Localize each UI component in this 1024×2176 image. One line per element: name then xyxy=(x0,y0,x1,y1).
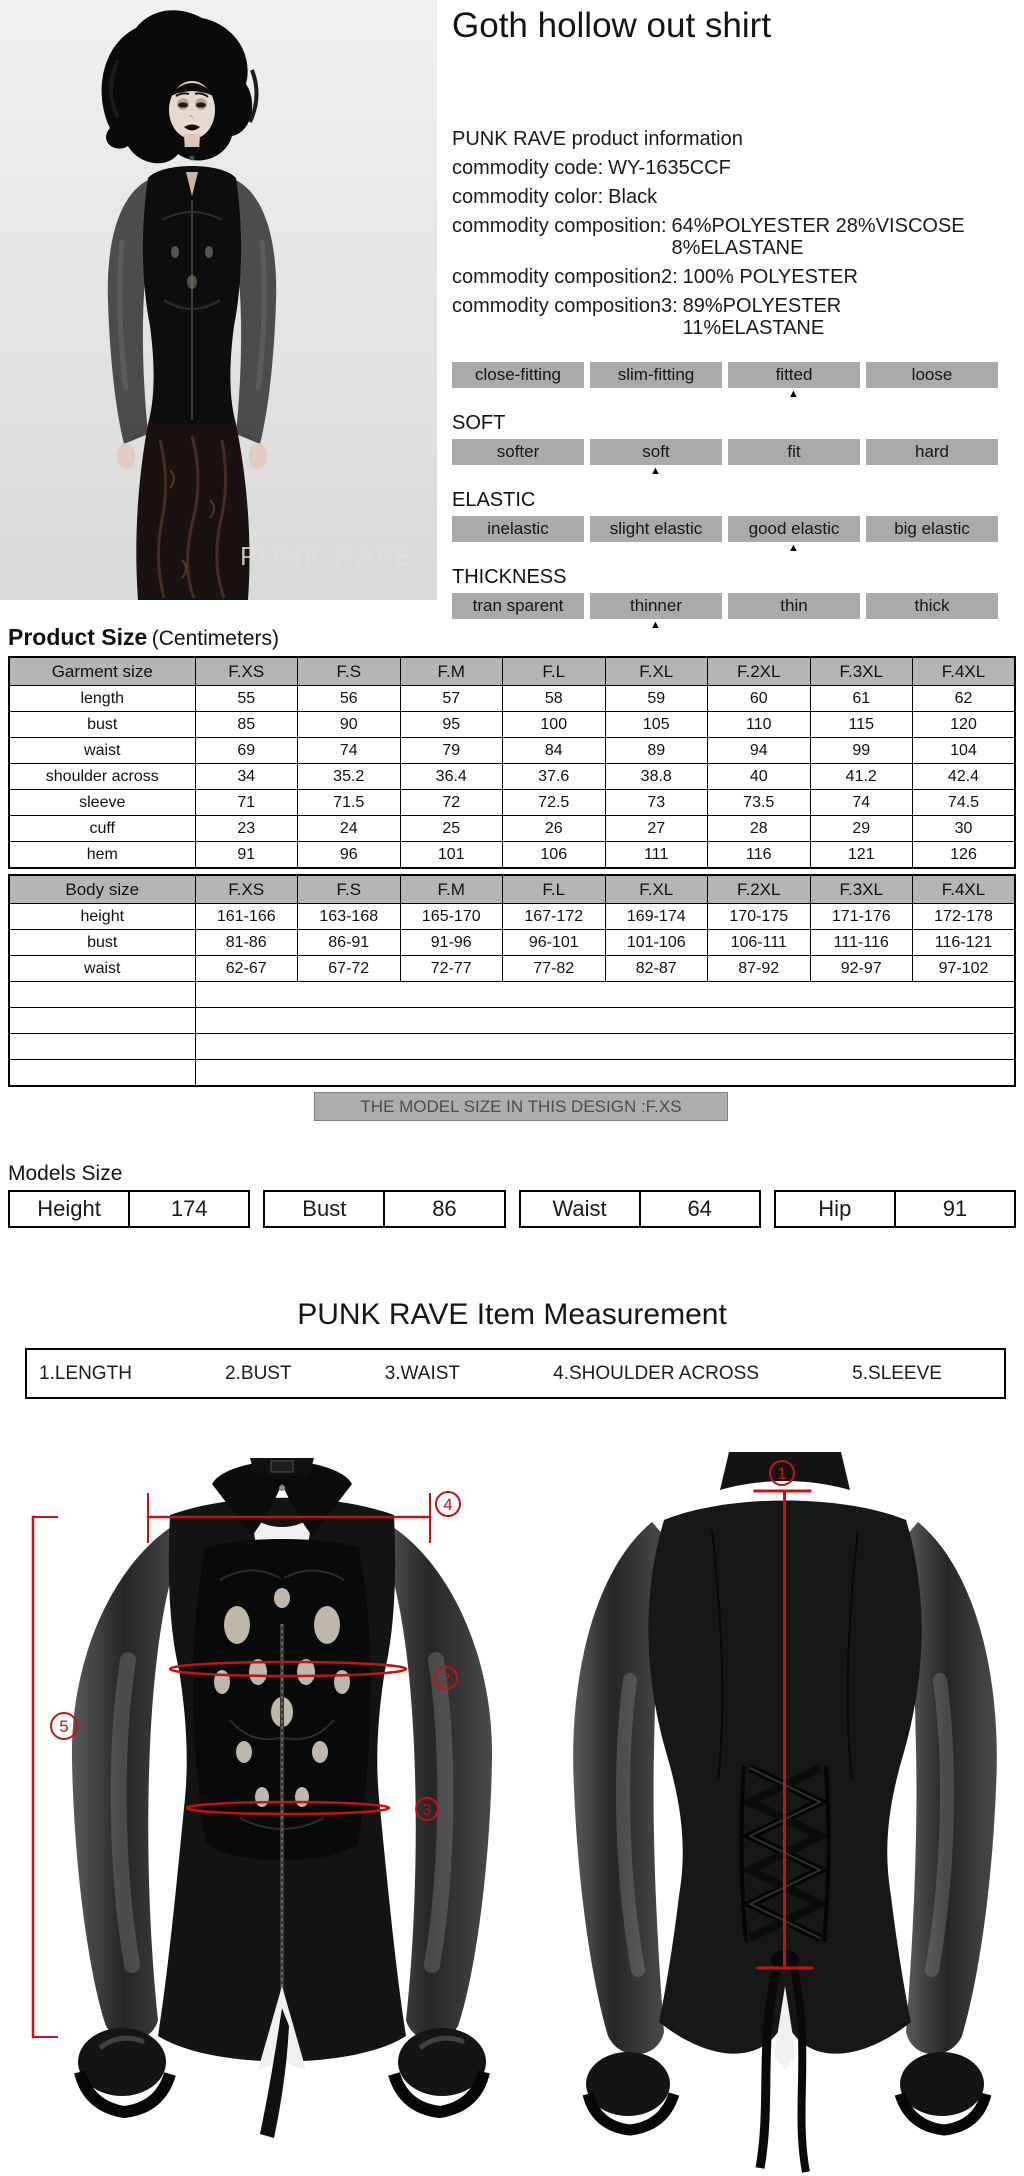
scale-row xyxy=(452,439,1012,465)
scale-group-elastic xyxy=(452,489,1012,557)
row-label xyxy=(9,982,195,1008)
size-value: 74.5 xyxy=(913,790,1016,816)
callout-1: 1 xyxy=(777,1464,787,1483)
composition-value: 64%POLYESTER 28%VISCOSE xyxy=(671,215,965,237)
scale-heading: ELASTIC xyxy=(452,489,536,511)
empty-cell xyxy=(195,1008,1015,1034)
scale-group-fit xyxy=(452,362,1012,403)
row-label xyxy=(9,1034,195,1060)
size-value: 27 xyxy=(605,816,708,842)
composition2-label: commodity composition2: xyxy=(452,266,678,288)
callout-5: 5 xyxy=(59,1717,69,1736)
size-value: 172-178 xyxy=(913,904,1016,930)
size-value: 81-86 xyxy=(195,930,298,956)
size-value: 74 xyxy=(298,738,401,764)
size-value: 71.5 xyxy=(298,790,401,816)
column-header: F.2XL xyxy=(708,657,811,686)
garment-size-table xyxy=(8,656,1016,869)
commodity-color-row xyxy=(452,186,965,208)
commodity-color-value: Black xyxy=(608,186,658,208)
size-value: 24 xyxy=(298,816,401,842)
size-value: 60 xyxy=(708,686,811,712)
hip-box xyxy=(774,1190,1016,1228)
size-value: 38.8 xyxy=(605,764,708,790)
brand-tag xyxy=(271,1461,293,1472)
models-size-row xyxy=(8,1190,1016,1228)
size-value: 169-174 xyxy=(605,904,708,930)
composition-label: commodity composition: xyxy=(452,215,667,237)
size-value: 165-170 xyxy=(400,904,503,930)
size-value: 94 xyxy=(708,738,811,764)
size-value: 26 xyxy=(503,816,606,842)
size-value: 170-175 xyxy=(708,904,811,930)
scale-option: hard xyxy=(866,439,998,465)
column-header: F.3XL xyxy=(810,657,913,686)
composition2-row xyxy=(452,266,965,288)
size-value: 91-96 xyxy=(400,930,503,956)
selected-marker-icon: ▲ xyxy=(650,619,661,631)
scale-option: slight elastic xyxy=(590,516,722,542)
size-value: 29 xyxy=(810,816,913,842)
product-info xyxy=(452,128,965,346)
size-value: 41.2 xyxy=(810,764,913,790)
size-value: 23 xyxy=(195,816,298,842)
row-label: length xyxy=(9,686,195,712)
row-label xyxy=(9,1008,195,1034)
scale-option: close-fitting xyxy=(452,362,584,388)
size-value: 106 xyxy=(503,842,606,869)
product-size-unit: (Centimeters) xyxy=(151,627,279,650)
height-label: Height xyxy=(10,1192,130,1226)
column-header: F.2XL xyxy=(708,875,811,904)
row-label: waist xyxy=(9,738,195,764)
photo-watermark: PUNK RAVE xyxy=(240,541,416,571)
composition-row xyxy=(452,215,965,259)
size-value: 100 xyxy=(503,712,606,738)
size-value: 57 xyxy=(400,686,503,712)
waist-label: Waist xyxy=(521,1192,641,1226)
product-info-heading: PUNK RAVE product information xyxy=(452,128,743,150)
page-title: Goth hollow out shirt xyxy=(452,6,772,45)
scale-option: fit xyxy=(728,439,860,465)
column-header: F.M xyxy=(400,875,503,904)
size-value: 92-97 xyxy=(810,956,913,982)
callout-2: 2 xyxy=(441,1671,451,1688)
product-size-heading xyxy=(8,624,279,651)
bust-value: 86 xyxy=(432,1196,457,1221)
scale-option: thick xyxy=(866,593,998,619)
column-header: F.4XL xyxy=(913,875,1016,904)
legend-length: 1.LENGTH xyxy=(39,1362,132,1384)
size-value: 73 xyxy=(605,790,708,816)
scale-option: fitted xyxy=(728,362,860,388)
scale-option: thin xyxy=(728,593,860,619)
header-row xyxy=(9,875,1015,904)
row-label: sleeve xyxy=(9,790,195,816)
scale-heading: SOFT xyxy=(452,412,506,434)
row-label: hem xyxy=(9,842,195,869)
size-value: 90 xyxy=(298,712,401,738)
commodity-code-label: commodity code: xyxy=(452,157,604,179)
height-box xyxy=(8,1190,250,1228)
scale-option: loose xyxy=(866,362,998,388)
size-value: 163-168 xyxy=(298,904,401,930)
size-value: 61 xyxy=(810,686,913,712)
size-value: 121 xyxy=(810,842,913,869)
size-value: 89 xyxy=(605,738,708,764)
size-value: 40 xyxy=(708,764,811,790)
size-value: 77-82 xyxy=(503,956,606,982)
model-size-note: THE MODEL SIZE IN THIS DESIGN :F.XS xyxy=(314,1092,728,1121)
scale-option: softer xyxy=(452,439,584,465)
callout-3: 3 xyxy=(422,1802,432,1819)
column-header: F.L xyxy=(503,875,606,904)
size-value: 105 xyxy=(605,712,708,738)
back-view-illustration xyxy=(512,1420,1024,2176)
row-label: bust xyxy=(9,712,195,738)
table-row xyxy=(9,930,1015,956)
size-value: 67-72 xyxy=(298,956,401,982)
scale-option: big elastic xyxy=(866,516,998,542)
size-value: 110 xyxy=(708,712,811,738)
measurement-title: PUNK RAVE Item Measurement xyxy=(297,1298,727,1331)
size-value: 71 xyxy=(195,790,298,816)
column-header: F.XL xyxy=(605,875,708,904)
scale-row xyxy=(452,593,1012,619)
commodity-color-label: commodity color: xyxy=(452,186,604,208)
composition3-value-2: 11%ELASTANE xyxy=(682,317,825,339)
waist-box xyxy=(519,1190,761,1228)
size-value: 82-87 xyxy=(605,956,708,982)
size-value: 120 xyxy=(913,712,1016,738)
table-row xyxy=(9,1060,1015,1087)
table-row xyxy=(9,712,1015,738)
size-value: 106-111 xyxy=(708,930,811,956)
size-value: 85 xyxy=(195,712,298,738)
selected-marker-icon: ▲ xyxy=(788,388,799,400)
size-value: 72.5 xyxy=(503,790,606,816)
column-header: F.S xyxy=(298,657,401,686)
header-row xyxy=(9,657,1015,686)
legend-sleeve: 5.SLEEVE xyxy=(852,1362,942,1384)
scale-option: inelastic xyxy=(452,516,584,542)
row-label: height xyxy=(9,904,195,930)
product-size-title: Product Size xyxy=(8,624,148,650)
size-value: 42.4 xyxy=(913,764,1016,790)
size-value: 58 xyxy=(503,686,606,712)
height-value: 174 xyxy=(170,1196,208,1221)
body-size-table xyxy=(8,874,1016,1087)
column-header: F.3XL xyxy=(810,875,913,904)
selected-marker-icon: ▲ xyxy=(650,465,661,477)
size-value: 74 xyxy=(810,790,913,816)
size-value: 62 xyxy=(913,686,1016,712)
size-value: 126 xyxy=(913,842,1016,869)
measurement-diagram xyxy=(0,1420,1024,2176)
bust-box xyxy=(263,1190,505,1228)
size-value: 104 xyxy=(913,738,1016,764)
size-value: 97-102 xyxy=(913,956,1016,982)
bust-label: Bust xyxy=(265,1192,385,1226)
size-value: 72 xyxy=(400,790,503,816)
column-header: F.4XL xyxy=(913,657,1016,686)
size-value: 37.6 xyxy=(503,764,606,790)
size-value: 30 xyxy=(913,816,1016,842)
empty-cell xyxy=(195,1034,1015,1060)
scale-group-soft xyxy=(452,412,1012,480)
size-value: 84 xyxy=(503,738,606,764)
size-value: 95 xyxy=(400,712,503,738)
row-label xyxy=(9,1060,195,1087)
table-row xyxy=(9,904,1015,930)
size-value: 86-91 xyxy=(298,930,401,956)
size-value: 101 xyxy=(400,842,503,869)
table-row xyxy=(9,738,1015,764)
size-value: 161-166 xyxy=(195,904,298,930)
scale-option: thinner xyxy=(590,593,722,619)
size-value: 99 xyxy=(810,738,913,764)
commodity-code-row xyxy=(452,157,965,179)
empty-cell xyxy=(195,1060,1015,1087)
empty-cell xyxy=(195,982,1015,1008)
composition3-row xyxy=(452,295,965,339)
size-value: 171-176 xyxy=(810,904,913,930)
legend-waist: 3.WAIST xyxy=(384,1362,461,1384)
column-header: F.S xyxy=(298,875,401,904)
size-value: 72-77 xyxy=(400,956,503,982)
column-header: Garment size xyxy=(9,657,195,686)
size-value: 111 xyxy=(605,842,708,869)
scale-option: soft xyxy=(590,439,722,465)
waist-value: 64 xyxy=(687,1196,712,1221)
model-photo xyxy=(0,0,437,600)
commodity-code-value: WY-1635CCF xyxy=(608,157,731,179)
hip-value: 91 xyxy=(942,1196,968,1221)
selected-marker-icon: ▲ xyxy=(788,542,799,554)
composition2-value: 100% POLYESTER xyxy=(682,266,858,288)
size-value: 111-116 xyxy=(810,930,913,956)
legend-bust: 2.BUST xyxy=(225,1362,292,1384)
size-value: 87-92 xyxy=(708,956,811,982)
models-size-heading: Models Size xyxy=(8,1162,123,1185)
legend-shoulder: 4.SHOULDER ACROSS xyxy=(553,1362,760,1384)
table-row xyxy=(9,956,1015,982)
table-row xyxy=(9,1008,1015,1034)
measurement-legend xyxy=(25,1348,1006,1399)
size-value: 25 xyxy=(400,816,503,842)
table-row xyxy=(9,1034,1015,1060)
column-header: F.M xyxy=(400,657,503,686)
row-label: waist xyxy=(9,956,195,982)
size-value: 59 xyxy=(605,686,708,712)
row-label: shoulder across xyxy=(9,764,195,790)
size-value: 96 xyxy=(298,842,401,869)
size-value: 79 xyxy=(400,738,503,764)
scale-row xyxy=(452,362,1012,388)
composition3-label: commodity composition3: xyxy=(452,295,678,317)
size-value: 55 xyxy=(195,686,298,712)
front-view-illustration xyxy=(0,1420,512,2176)
column-header: F.XS xyxy=(195,875,298,904)
size-value: 101-106 xyxy=(605,930,708,956)
size-value: 167-172 xyxy=(503,904,606,930)
scale-option: good elastic xyxy=(728,516,860,542)
scale-heading: THICKNESS xyxy=(452,566,567,588)
composition-value-2: 8%ELASTANE xyxy=(671,237,804,259)
table-row xyxy=(9,686,1015,712)
table-row xyxy=(9,816,1015,842)
attribute-scales xyxy=(452,362,1012,634)
table-row xyxy=(9,764,1015,790)
scale-row xyxy=(452,516,1012,542)
scale-option: slim-fitting xyxy=(590,362,722,388)
model-photo-illustration xyxy=(0,0,437,600)
size-value: 36.4 xyxy=(400,764,503,790)
size-value: 116 xyxy=(708,842,811,869)
size-value: 96-101 xyxy=(503,930,606,956)
size-value: 69 xyxy=(195,738,298,764)
size-value: 91 xyxy=(195,842,298,869)
size-value: 28 xyxy=(708,816,811,842)
size-value: 34 xyxy=(195,764,298,790)
size-value: 62-67 xyxy=(195,956,298,982)
column-header: F.XS xyxy=(195,657,298,686)
size-value: 73.5 xyxy=(708,790,811,816)
composition3-value: 89%POLYESTER xyxy=(682,295,842,317)
table-row xyxy=(9,842,1015,869)
scale-option: tran sparent xyxy=(452,593,584,619)
size-value: 56 xyxy=(298,686,401,712)
hip-label: Hip xyxy=(776,1192,896,1226)
table-row xyxy=(9,982,1015,1008)
size-value: 115 xyxy=(810,712,913,738)
column-header: F.L xyxy=(503,657,606,686)
callout-4: 4 xyxy=(443,1495,453,1514)
table-row xyxy=(9,790,1015,816)
column-header: F.XL xyxy=(605,657,708,686)
column-header: Body size xyxy=(9,875,195,904)
size-value: 116-121 xyxy=(913,930,1016,956)
row-label: cuff xyxy=(9,816,195,842)
row-label: bust xyxy=(9,930,195,956)
scale-group-thickness xyxy=(452,566,1012,634)
size-value: 35.2 xyxy=(298,764,401,790)
